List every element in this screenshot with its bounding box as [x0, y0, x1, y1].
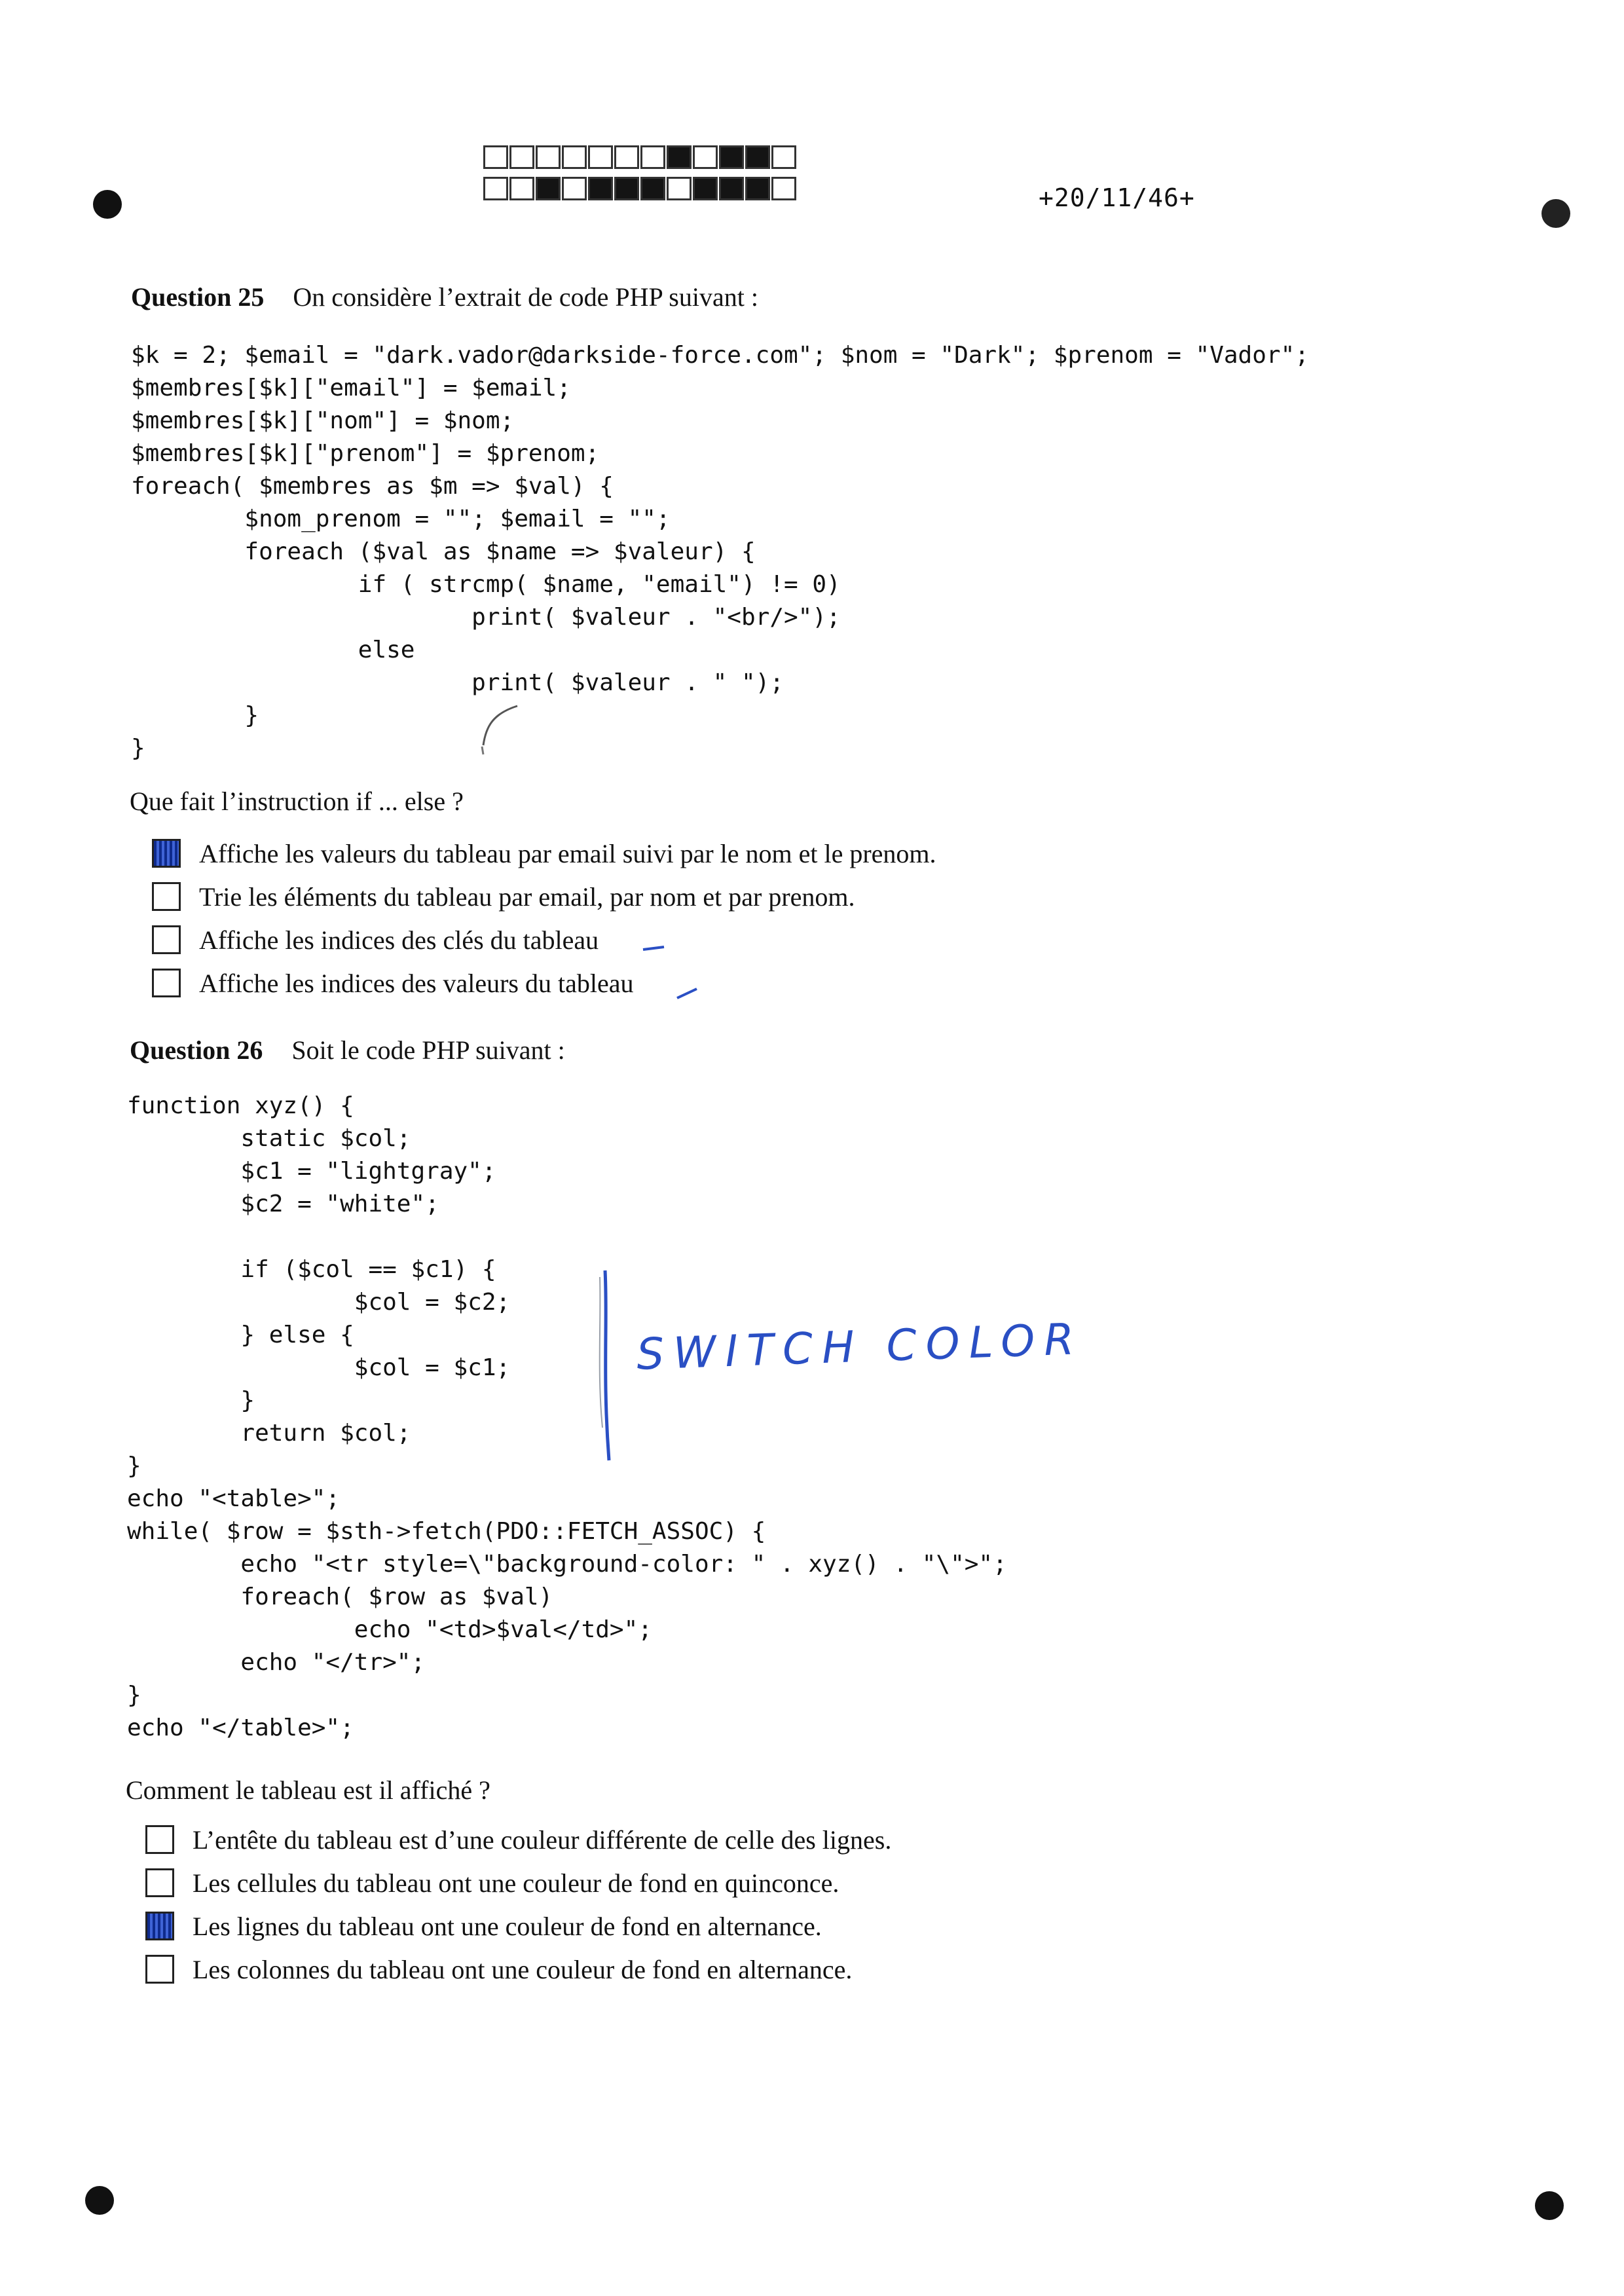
answer-option[interactable]: [145, 1948, 891, 1991]
registration-dot-bottom-left: [85, 2186, 114, 2215]
question-25-number: Question 25: [131, 282, 265, 312]
question-26-code: function xyz() { static $col; $c1 = "lightgray"; $c2 = "white"; if ($col == $c1) { $col = $c2; } else { $col = $c1; } return $col; } echo "<table>"; while( $row = $sth->fetch(PDO::FETCH_ASSOC) { echo "<tr style=\"background-color: " . xyz() . "\">"; foreach( $row as $val) echo "<td>$val</td>"; echo "</tr>"; } echo "</table>";: [127, 1092, 1007, 1741]
barcode-cell: [588, 145, 613, 169]
answer-option-label: Affiche les indices des valeurs du tableau: [199, 968, 634, 998]
barcode-cell: [588, 177, 613, 200]
barcode-cell: [640, 145, 665, 169]
answer-option-label: Les cellules du tableau ont une couleur de fond en quinconce.: [193, 1868, 840, 1898]
barcode-cell: [771, 177, 796, 200]
question-25-options: [152, 832, 936, 1005]
question-26-number: Question 26: [130, 1035, 263, 1065]
answer-option[interactable]: [145, 1861, 891, 1904]
barcode-cell: [483, 145, 508, 169]
checkbox[interactable]: [152, 969, 181, 997]
question-25-intro: On considère l’extrait de code PHP suivant :: [293, 282, 758, 312]
checkbox[interactable]: [145, 1955, 174, 1984]
answer-option-label: Affiche les indices des clés du tableau: [199, 925, 599, 955]
question-26-title: [130, 1035, 565, 1065]
question-25-prompt: Que fait l’instruction if ... else ?: [130, 787, 464, 816]
barcode-cell: [614, 145, 639, 169]
checkbox[interactable]: [152, 925, 181, 954]
barcode-cell: [745, 177, 770, 200]
answer-option[interactable]: [152, 961, 936, 1005]
registration-dot-top-right: [1541, 199, 1570, 228]
checkbox-checked[interactable]: [152, 839, 181, 868]
barcode-cell: [693, 145, 718, 169]
answer-option-label: Affiche les valeurs du tableau par email suivi par le nom et le prenom.: [199, 838, 936, 868]
answer-option[interactable]: [152, 875, 936, 918]
barcode-cell: [719, 145, 744, 169]
answer-option[interactable]: [152, 918, 936, 961]
barcode-cell: [771, 145, 796, 169]
answer-option[interactable]: [145, 1818, 891, 1861]
barcode-cell: [536, 177, 561, 200]
barcode-cell: [562, 177, 587, 200]
registration-dot-top-left: [93, 190, 122, 219]
answer-option[interactable]: [145, 1904, 891, 1948]
checkbox[interactable]: [145, 1868, 174, 1897]
barcode-cell: [614, 177, 639, 200]
answer-option-label: Les lignes du tableau ont une couleur de fond en alternance.: [193, 1911, 822, 1941]
barcode-cell: [562, 145, 587, 169]
answer-option-label: Les colonnes du tableau ont une couleur de fond en alternance.: [193, 1954, 853, 1984]
answer-option-label: L’entête du tableau est d’une couleur différente de celle des lignes.: [193, 1824, 892, 1855]
barcode-cell: [640, 177, 665, 200]
sheet-id: +20/11/46+: [1039, 183, 1195, 212]
question-26-prompt: Comment le tableau est il affiché ?: [126, 1775, 490, 1805]
barcode-cell: [745, 145, 770, 169]
checkbox[interactable]: [152, 882, 181, 911]
barcode-cell: [693, 177, 718, 200]
question-25-title: [131, 282, 758, 312]
question-25-code: $k = 2; $email = "dark.vador@darkside-force.com"; $nom = "Dark"; $prenom = "Vador"; $membres[$k]["email"] = $email; $membres[$k]["nom"] = $nom; $membres[$k]["prenom"] = $prenom; foreach( $membres as $m => $val) { $nom_prenom = ""; $email = ""; foreach ($val as $name => $valeur) { if ( strcmp( $name, "email") != 0) print( $valeur . "<br/>"); else print( $valeur . " "); } }: [131, 342, 1309, 762]
barcode-cell: [719, 177, 744, 200]
handwritten-annotation: SWITCH COLOR: [635, 1314, 1084, 1380]
barcode-cell: [536, 145, 561, 169]
answer-option-label: Trie les éléments du tableau par email, par nom et par prenom.: [199, 881, 855, 912]
barcode-cell: [509, 145, 534, 169]
question-26-options: [145, 1818, 891, 1991]
barcode-cell: [509, 177, 534, 200]
checkbox-checked[interactable]: [145, 1912, 174, 1940]
barcode-cell: [667, 145, 692, 169]
registration-dot-bottom-right: [1535, 2191, 1564, 2220]
question-26-intro: Soit le code PHP suivant :: [291, 1035, 565, 1065]
barcode-cell: [667, 177, 692, 200]
barcode-cell: [483, 177, 508, 200]
checkbox[interactable]: [145, 1825, 174, 1854]
answer-option[interactable]: [152, 832, 936, 875]
